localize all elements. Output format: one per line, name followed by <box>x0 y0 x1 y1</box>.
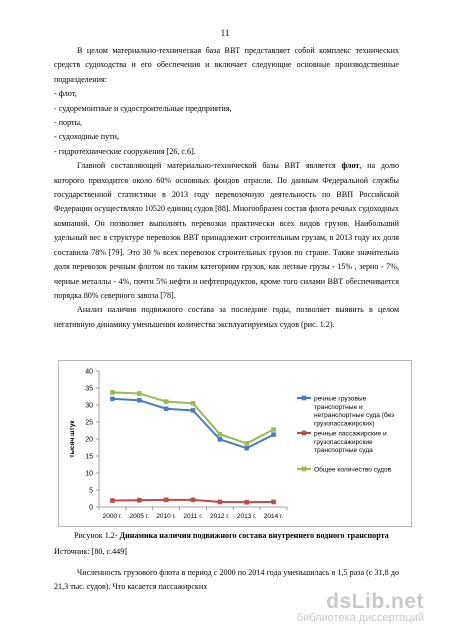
caption-prefix: Рисунок 1.2- <box>74 531 120 540</box>
line-chart <box>59 361 411 526</box>
list-item: - флот, <box>54 89 77 99</box>
figure-caption <box>74 531 389 540</box>
data-point <box>191 498 196 503</box>
y-tick-label: 40 <box>85 368 93 376</box>
paragraph-intro: В целом материально-техническая база ВВТ представляет собой комплекс технических средств судоходства и его обеспечения и включает следующие основные производственные подразделения: <box>54 46 399 84</box>
data-point <box>271 427 276 432</box>
data-point <box>218 432 223 437</box>
data-point <box>244 446 249 451</box>
watermark-subtitle: библиотека диссертаций <box>296 612 424 624</box>
page-number: 11 <box>220 28 230 38</box>
legend-label-3: Общее количество судов <box>314 466 392 474</box>
bold-term: флот <box>341 161 360 171</box>
data-point <box>218 437 223 442</box>
data-point <box>271 432 276 437</box>
data-point <box>218 500 223 505</box>
data-point <box>244 441 249 446</box>
legend-marker-1 <box>302 396 307 401</box>
paragraph-fleet <box>54 159 399 303</box>
data-point <box>164 498 169 503</box>
x-tick-label: 2000 г. <box>102 513 123 520</box>
data-point <box>137 391 142 396</box>
data-point <box>244 500 249 505</box>
body-text <box>54 44 399 332</box>
watermark <box>297 590 424 624</box>
y-tick-label: 15 <box>85 453 93 461</box>
watermark-logo: dsLib.net <box>326 590 424 613</box>
y-tick-label: 35 <box>85 385 93 393</box>
data-point <box>271 500 276 505</box>
list-item: - гидротехнические сооружения [26, с.6]. <box>54 146 196 156</box>
x-tick-label: 2011 г. <box>183 513 203 520</box>
y-tick-label: 5 <box>89 487 93 495</box>
legend-label-2: речные пассажирские и грузопассажирские транспортные суда <box>314 430 387 455</box>
y-tick-label: 25 <box>85 419 93 427</box>
y-axis-label: тысяч штук <box>69 420 76 458</box>
legend-marker-2 <box>302 431 307 436</box>
data-point <box>110 397 115 402</box>
list-item: - судоремонтные и судостроительные предприятия, <box>54 103 232 113</box>
x-tick-label: 2013 г. <box>236 513 257 520</box>
data-point <box>137 498 142 503</box>
y-tick-label: 30 <box>85 402 93 410</box>
data-point <box>137 398 142 403</box>
x-tick-label: 2014 г. <box>263 513 284 520</box>
data-point <box>191 401 196 406</box>
data-point <box>191 408 196 413</box>
list-item: - порты, <box>54 118 83 128</box>
y-tick-label: 10 <box>85 470 93 478</box>
caption-title: Динамика наличия подвижного состава внутреннего водного транспорта <box>119 531 389 540</box>
data-point <box>164 399 169 404</box>
x-tick-label: 2012 г. <box>210 513 230 520</box>
series-line-1 <box>112 399 273 448</box>
x-tick-label: 2005 г. <box>129 513 150 520</box>
paragraph-fleet-start: Главной составляющей материально-технической базы ВВТ является <box>77 161 342 171</box>
x-tick-label: 2010 г. <box>156 513 176 520</box>
data-point <box>110 390 115 395</box>
legend-marker-3 <box>302 467 307 472</box>
y-tick-label: 0 <box>89 504 93 512</box>
paragraph-analysis: Анализ наличия подвижного состава за последние годы, позволяет выявить в целом негативную динамику уменьшения количества эксплуатируемых судов (рис. 1.2). <box>54 305 399 329</box>
y-tick-label: 20 <box>85 436 93 444</box>
paragraph-fleet-rest: , на долю которого приходится около 60% основных фондов отрасли. По данным Федеральной службы государственной статистики в 2013 году перевозочную деятельность по ВВП Российской Федерации осуществляло 10520 единиц судов [88]. Многообразен состав флота речных судоходных компаний. Он позволяет выполнять перевозки практически всех видов грузов. Наибольший удельный вес в структуре перевозок ВВТ принадлежит строительным грузам, в 2013 году их доля составила 78% [79]. Это 30 % всех перевозок строительных грузов по стране. Также значительна доля перевозок речным флотом по таким категориям грузов, как лесные грузы - 15% , зерно - 7%, черные металлы - 4%, почти 5% нефти и нефтепродуктов, кроме того силами ВВТ обеспечивается порядка 80% северного завоза [78]. <box>54 161 400 300</box>
chart-container <box>58 360 412 527</box>
list-item: - судоходные пути, <box>54 132 120 142</box>
data-point <box>164 406 169 411</box>
figure-source: Источник: [80, с.449] <box>54 547 127 556</box>
paragraph-count-text: Численность грузового флота в период с 2000 по 2014 года уменьшилась в 1,5 раза (с 31,8 до 21,3 тыс. судов). Что касается пассажирских <box>54 568 399 592</box>
data-point <box>110 498 115 503</box>
legend-label-1: речные грузовые транспортные и нетранспортные суда (без грузопассажирских) <box>314 395 395 428</box>
